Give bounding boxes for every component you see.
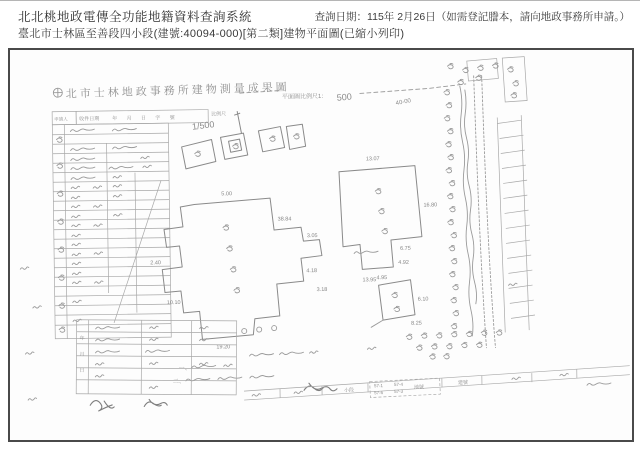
floorplan-viewer-frame [8, 48, 634, 442]
bottom-strip [244, 366, 630, 400]
left-form-table [52, 123, 171, 339]
svg-text:57-3: 57-3 [394, 388, 404, 394]
svg-text:6.10: 6.10 [417, 296, 429, 303]
svg-text:57-1: 57-1 [373, 383, 384, 389]
annotation-handwriting [406, 330, 502, 360]
document-title: 臺北市士林區至善段四小段(建號:40094-000)[第二類]建物平面圖(已縮小列印) [18, 28, 405, 40]
svg-text:10.10: 10.10 [166, 299, 181, 307]
svg-text:2.40: 2.40 [150, 260, 161, 267]
lot-label: 地號 [413, 384, 425, 391]
dimension-labels [149, 155, 439, 351]
date-units-label: 年 月 日 字 號 [112, 114, 179, 122]
svg-text:4.18: 4.18 [306, 268, 318, 275]
right-notes-column [444, 86, 477, 336]
svg-text:4.92: 4.92 [398, 259, 410, 266]
query-date-text: 查詢日期：115年 2月26日（如需登記謄本，請向地政事務所申請。） [314, 11, 630, 23]
day-label: 日 [79, 367, 85, 374]
subsection-label: 小段 [343, 387, 355, 394]
right-ladder-table [497, 115, 535, 332]
building-no-label: 建號 [457, 379, 468, 387]
svg-text:13.07: 13.07 [365, 156, 380, 163]
right-building-outline [339, 166, 422, 270]
survey-map-title: 北市士林地政事務所建物測量成果圖 [65, 81, 290, 101]
svg-text:6.75: 6.75 [400, 245, 411, 252]
form-handwriting [56, 128, 153, 332]
top-right-scribbles [447, 57, 527, 103]
note-2-prefix: 二、 [172, 378, 185, 386]
ratio-handwritten: 1/500 [191, 119, 215, 132]
svg-text:3.05: 3.05 [306, 233, 318, 240]
svg-text:16.80: 16.80 [423, 202, 438, 209]
road-lines [474, 76, 496, 348]
parcel-sketches [181, 110, 306, 169]
svg-text:57-6: 57-6 [374, 390, 384, 396]
survey-office-stamp-icon [53, 88, 62, 97]
margin-marks [20, 267, 42, 401]
system-title: 北北桃地政電傳全功能地籍資料查詢系統 [18, 10, 253, 24]
receive-date-label: 收件日期 [79, 116, 100, 123]
scanned-floorplan [10, 50, 632, 440]
note-1-prefix: 一、 [178, 365, 191, 372]
scale-label: 平面圖比例尺1： [281, 93, 328, 101]
svg-text:3.18: 3.18 [316, 286, 328, 294]
month-label: 月 [79, 351, 85, 358]
svg-text:8.25: 8.25 [411, 320, 422, 327]
year-label: 年 [79, 335, 85, 342]
scale-value-handwritten: 500 [336, 91, 353, 103]
svg-text:19.20: 19.20 [216, 344, 231, 351]
svg-text:13.95: 13.95 [362, 277, 377, 284]
scale-cell-label: 比例尺 [211, 111, 227, 118]
svg-text:38.84: 38.84 [277, 216, 292, 223]
svg-text:57-4: 57-4 [393, 381, 404, 387]
svg-text:4.95: 4.95 [376, 275, 388, 282]
central-building-outline [160, 197, 324, 341]
svg-text:5.00: 5.00 [221, 191, 233, 198]
form-header-row [52, 109, 226, 133]
bottom-signature-table [76, 320, 237, 395]
sheet-number-handwritten: 40-00 [395, 98, 412, 107]
note-lines [172, 347, 376, 385]
applicant-label: 申請人 [54, 116, 68, 122]
small-building-outline [370, 280, 415, 328]
